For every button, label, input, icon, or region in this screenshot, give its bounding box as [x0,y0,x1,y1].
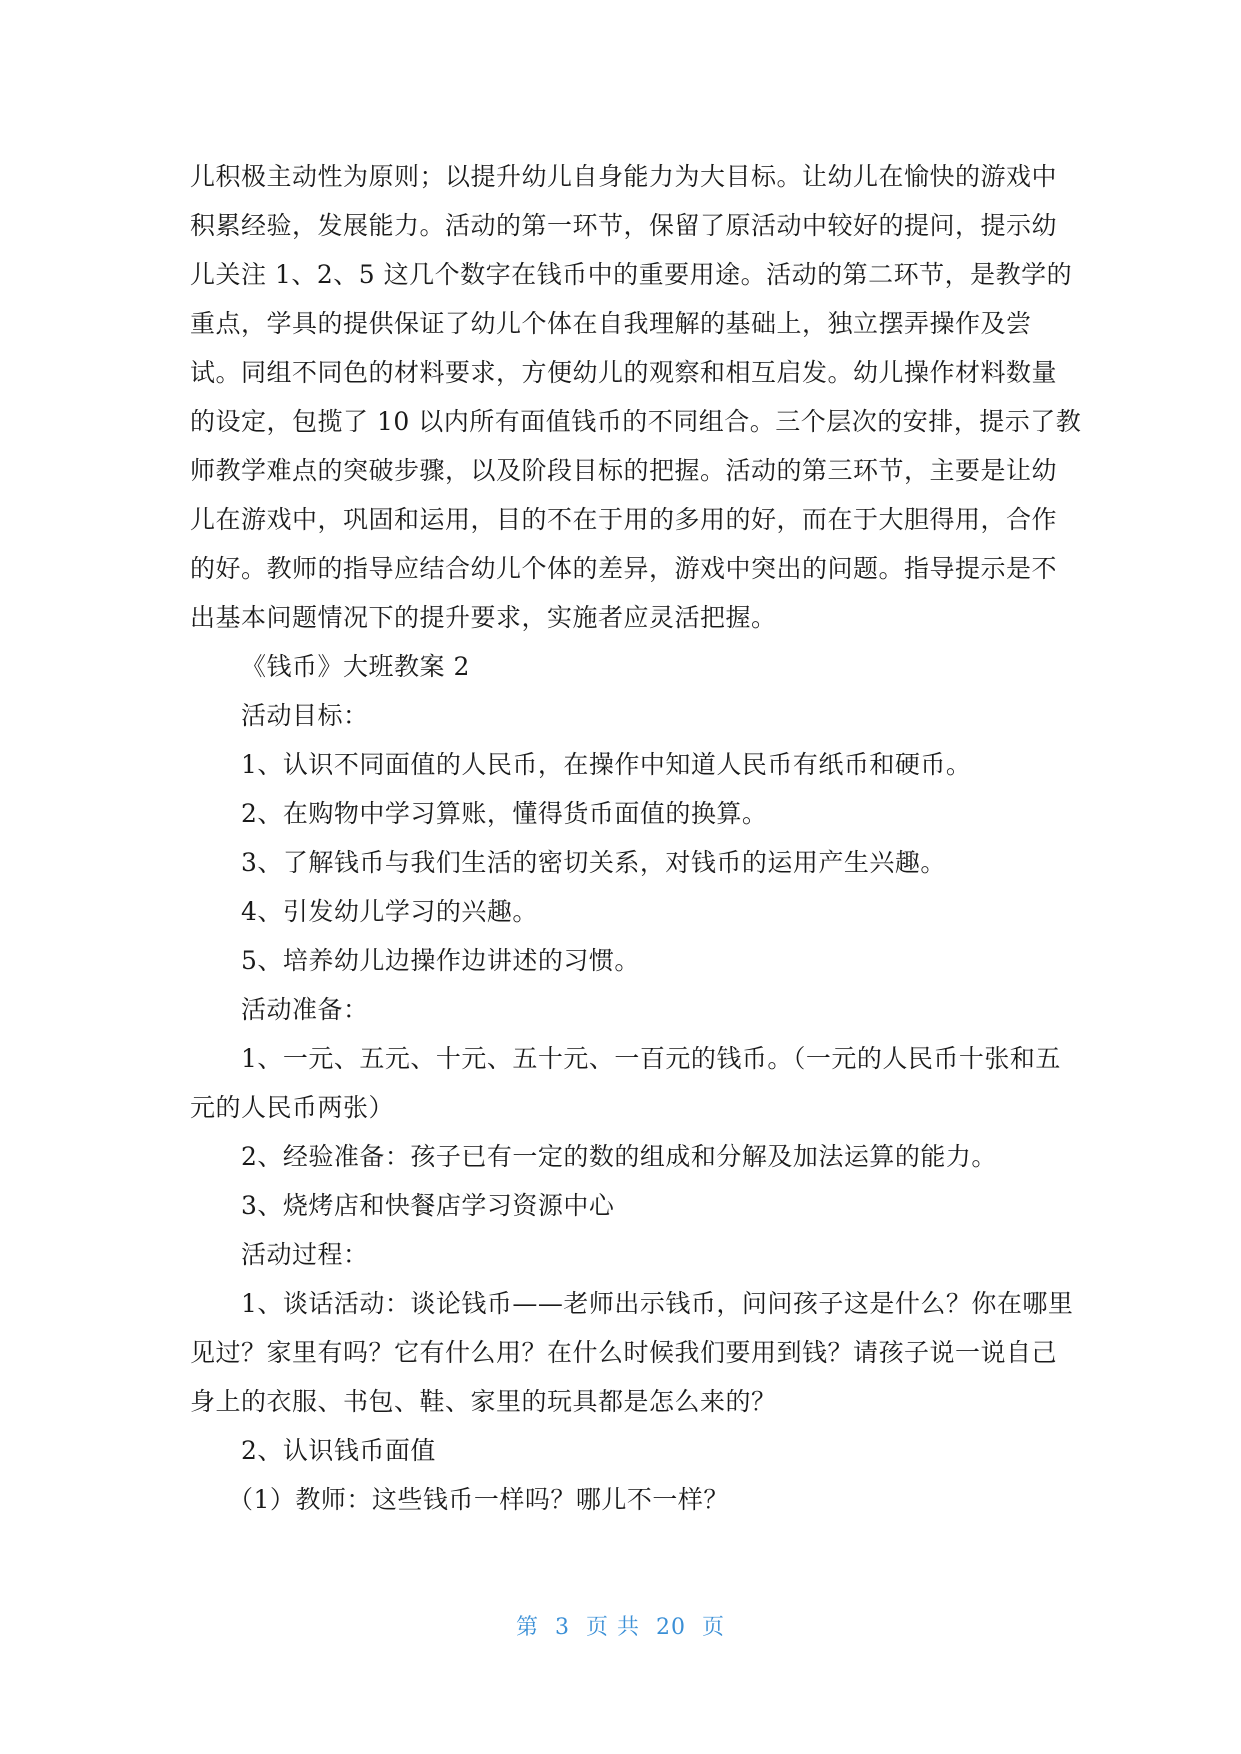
preparation-item-continued: 元的人民币两张） [190,1093,395,1122]
preparation-heading: 活动准备： [241,995,369,1024]
process-item: 1、谈话活动：谈论钱币——老师出示钱币，问问孩子这是什么？你在哪里 [241,1289,1074,1318]
paragraph-line: 的好。教师的指导应结合幼儿个体的差异，游戏中突出的问题。指导提示是不 [190,554,1058,583]
goal-item: 4、引发幼儿学习的兴趣。 [241,897,538,926]
goal-item: 5、培养幼儿边操作边讲述的习惯。 [241,946,640,975]
process-sub-item: （1）教师：这些钱币一样吗？哪儿不一样？ [228,1485,729,1514]
process-heading: 活动过程： [241,1240,369,1269]
process-item: 2、认识钱币面值 [241,1436,436,1465]
footer-total-pages: 20 [656,1615,686,1640]
preparation-item: 3、烧烤店和快餐店学习资源中心 [241,1191,615,1220]
paragraph-line: 师教学难点的突破步骤，以及阶段目标的把握。活动的第三环节，主要是让幼 [190,456,1058,485]
section-title: 《钱币》大班教案 2 [241,652,470,681]
goals-heading: 活动目标： [241,701,369,730]
process-item-continued: 身上的衣服、书包、鞋、家里的玩具都是怎么来的？ [190,1387,777,1416]
goal-item: 3、了解钱币与我们生活的密切关系，对钱币的运用产生兴趣。 [241,848,946,877]
goal-item: 2、在购物中学习算账，懂得货币面值的换算。 [241,799,768,828]
preparation-item: 1、一元、五元、十元、五十元、一百元的钱币。（一元的人民币十张和五 [241,1044,1061,1073]
process-item-continued: 见过？家里有吗？它有什么用？在什么时候我们要用到钱？请孩子说一说自己 [190,1338,1058,1367]
paragraph-line: 积累经验，发展能力。活动的第一环节，保留了原活动中较好的提问，提示幼 [190,211,1058,240]
footer-current-page: 3 [555,1615,570,1640]
paragraph-line: 出基本问题情况下的提升要求，实施者应灵活把握。 [190,603,777,632]
preparation-item: 2、经验准备：孩子已有一定的数的组成和分解及加法运算的能力。 [241,1142,997,1171]
paragraph-line: 重点，学具的提供保证了幼儿个体在自我理解的基础上，独立摆弄操作及尝 [190,309,1032,338]
page-footer [0,1610,1241,1641]
goal-item: 1、认识不同面值的人民币，在操作中知道人民币有纸币和硬币。 [241,750,972,779]
paragraph-line: 试。同组不同色的材料要求，方便幼儿的观察和相互启发。幼儿操作材料数量 [190,358,1058,387]
footer-middle: 页 共 [586,1615,640,1640]
paragraph-line: 的设定，包揽了 10 以内所有面值钱币的不同组合。三个层次的安排，提示了教 [190,407,1082,436]
paragraph-line: 儿积极主动性为原则；以提升幼儿自身能力为大目标。让幼儿在愉快的游戏中 [190,162,1058,191]
paragraph-line: 儿在游戏中，巩固和运用，目的不在于用的多用的好，而在于大胆得用，合作 [190,505,1058,534]
paragraph-line: 儿关注 1、2、5 这几个数字在钱币中的重要用途。活动的第二环节，是教学的 [190,260,1073,289]
footer-prefix: 第 [515,1615,539,1640]
footer-suffix: 页 [702,1615,726,1640]
document-body [190,152,1082,1524]
